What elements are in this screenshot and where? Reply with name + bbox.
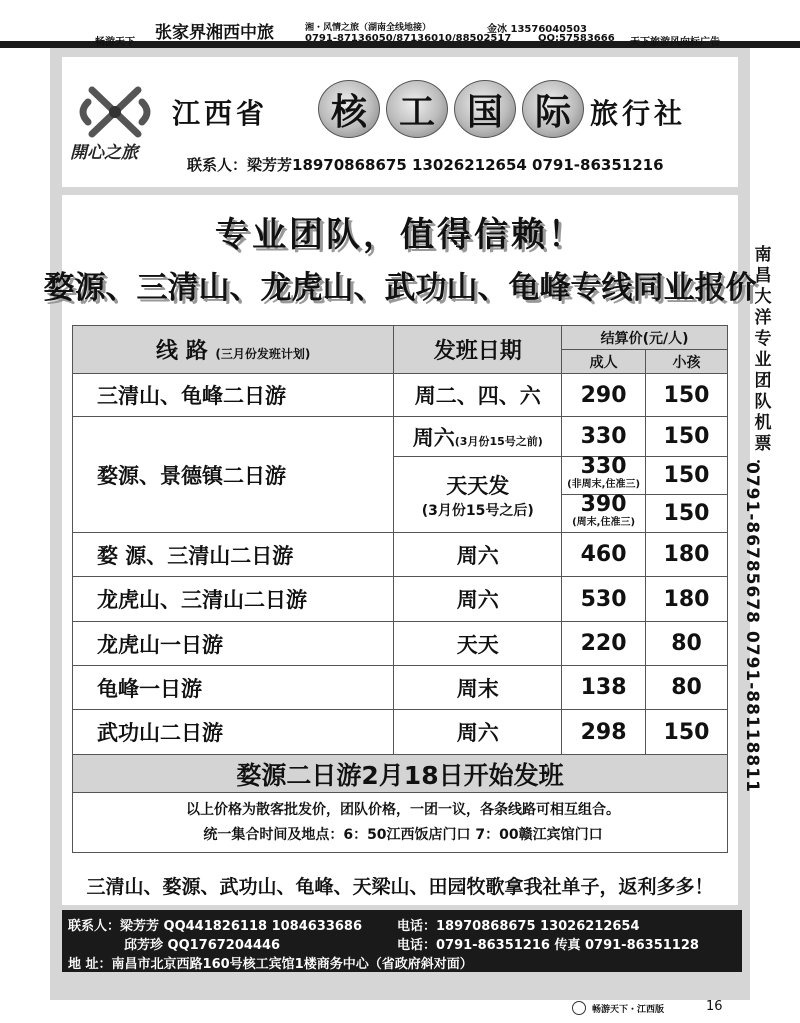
table-row xyxy=(73,533,728,577)
sidebar-title-char: 业 xyxy=(754,350,772,370)
adult-price xyxy=(562,453,646,495)
sidebar-title-char: 大 xyxy=(754,287,772,307)
topbar-brand: 畅游天下 xyxy=(95,37,135,48)
route-name: 龙虎山一日游 xyxy=(73,622,394,666)
sidebar-title-char: 团 xyxy=(754,371,772,391)
header-route-label: 线 路 xyxy=(156,339,208,364)
child-price: 80 xyxy=(646,622,728,666)
child-price: 150 xyxy=(646,710,728,755)
footer-logo-icon xyxy=(572,1001,586,1015)
route-name: 武功山二日游 xyxy=(73,710,394,755)
route-date: 周末 xyxy=(394,666,562,710)
topbar-phones: 0791-87136050/87136010/88502517 xyxy=(305,33,512,44)
agency-name-char: 际 xyxy=(522,80,584,138)
rebate-slogan: 三清山、婺源、武功山、龟峰、天梁山、田园牧歌拿我社单子，返利多多！ xyxy=(86,876,714,898)
child-price: 150 xyxy=(646,374,728,417)
sidebar-title-char: 票 xyxy=(754,434,772,454)
header-route xyxy=(73,326,394,374)
child-price: 150 xyxy=(646,495,728,533)
headline-routes: 婺源、三清山、龙虎山、武功山、龟峰专线同业报价 xyxy=(43,270,757,306)
sidebar-title xyxy=(748,245,778,476)
agency-name-suffix: 旅行社 xyxy=(590,97,687,130)
route-date-b: 天天发 xyxy=(446,473,510,498)
header-adult: 成人 xyxy=(562,350,646,374)
top-banner xyxy=(0,0,800,48)
price-table xyxy=(72,325,728,853)
route-date xyxy=(394,457,562,533)
contact-line: 邱芳珍 QQ1767204446 xyxy=(124,938,281,953)
agency-contact: 联系人：梁芳芳18970868675 13026212654 0791-86351216 xyxy=(187,156,664,174)
table-row xyxy=(73,622,728,666)
adult-price-value: 390 xyxy=(580,491,627,517)
child-price: 180 xyxy=(646,533,728,577)
header-child: 小孩 xyxy=(646,350,728,374)
sidebar-title-char: 队 xyxy=(754,392,772,412)
route-name: 三清山、龟峰二日游 xyxy=(73,374,394,417)
adult-price: 298 xyxy=(562,710,646,755)
route-date: 天天 xyxy=(394,622,562,666)
adult-price: 290 xyxy=(562,374,646,417)
adult-price-note: (非周末,住准三) xyxy=(567,478,641,490)
table-row xyxy=(73,710,728,755)
adult-price-value: 330 xyxy=(580,453,627,479)
contact-line: 电话：18970868675 13026212654 xyxy=(397,919,640,934)
route-name: 婺源、景德镇二日游 xyxy=(73,417,394,533)
topbar-ad: 天下旅游风向标广告 xyxy=(630,37,720,48)
sidebar-phones: 0791-86785678 0791-88118811 xyxy=(742,462,762,793)
child-price: 150 xyxy=(646,457,728,495)
adult-price: 138 xyxy=(562,666,646,710)
route-name: 龟峰一日游 xyxy=(73,666,394,710)
agency-name-prefix: 江西省 xyxy=(172,97,269,130)
adult-price-note: (周末,住准三) xyxy=(572,516,636,528)
sidebar-title-char: 昌 xyxy=(754,266,772,286)
note-line: 以上价格为散客批发价，团队价格，一团一议，各条线路可相互组合。 xyxy=(186,801,620,818)
sidebar-title-char: 专 xyxy=(754,329,772,349)
page-number: 16 xyxy=(706,999,723,1014)
child-price: 180 xyxy=(646,577,728,622)
route-date: 周六 xyxy=(394,710,562,755)
table-row xyxy=(73,666,728,710)
footer-label: 畅游天下・江西版 xyxy=(592,1005,665,1015)
child-price: 80 xyxy=(646,666,728,710)
header-route-sub: (三月份发班计划) xyxy=(215,347,311,361)
table-row xyxy=(73,577,728,622)
route-date-b-note: (3月份15号之后) xyxy=(421,502,534,519)
sidebar-title-char: ： xyxy=(754,455,772,475)
sidebar-title-char: 南 xyxy=(754,245,772,265)
contact-box xyxy=(62,910,742,972)
topbar-title: 张家界湘西中旅 xyxy=(155,23,274,43)
route-name: 龙虎山、三清山二日游 xyxy=(73,577,394,622)
headline-trust: 专业团队，值得信赖！ xyxy=(215,215,585,255)
topbar-slogan: 湘・风情之旅（湖南全线地接） xyxy=(305,23,432,33)
adult-price: 460 xyxy=(562,533,646,577)
header-price: 结算价(元/人) xyxy=(562,326,728,350)
sidebar-ticket-ad xyxy=(748,245,778,476)
header-date: 发班日期 xyxy=(394,326,562,374)
route-date-a: 周六 xyxy=(412,425,455,450)
route-date: 周二、四、六 xyxy=(394,374,562,417)
contact-line: 电话：0791-86351216 传真 0791-86351128 xyxy=(397,938,699,953)
address-line: 地 址：南昌市北京西路160号核工宾馆1楼商务中心（省政府斜对面） xyxy=(68,957,473,972)
adult-price: 530 xyxy=(562,577,646,622)
schedule-banner: 婺源二日游2月18日开始发班 xyxy=(73,755,728,793)
logo-text: 開心之旅 xyxy=(70,143,138,163)
sidebar-title-char: 洋 xyxy=(754,308,772,328)
adult-price xyxy=(562,491,646,533)
child-price: 150 xyxy=(646,417,728,457)
route-name: 婺 源、三清山二日游 xyxy=(73,533,394,577)
route-date: 周六 xyxy=(394,533,562,577)
agency-name-char: 核 xyxy=(318,80,380,138)
adult-price: 220 xyxy=(562,622,646,666)
agency-logo-icon xyxy=(70,82,160,142)
topbar-qq: QQ:57583666 xyxy=(538,33,615,44)
agency-name-core xyxy=(318,80,584,138)
adult-price: 330 xyxy=(562,417,646,457)
table-row xyxy=(73,374,728,417)
note-line: 统一集合时间及地点：6：50江西饭店门口 7：00赣江宾馆门口 xyxy=(203,826,603,843)
table-row xyxy=(73,417,728,457)
agency-name-char: 工 xyxy=(386,80,448,138)
agency-name-char: 国 xyxy=(454,80,516,138)
topbar-contact: 金冰 13576040503 xyxy=(487,24,588,35)
route-date: 周六 xyxy=(394,577,562,622)
sidebar-title-char: 机 xyxy=(754,413,772,433)
price-notes xyxy=(73,793,728,853)
route-date xyxy=(394,417,562,457)
route-date-a-note: (3月份15号之前) xyxy=(454,434,543,448)
contact-line: 联系人：梁芳芳 QQ441826118 1084633686 xyxy=(68,919,363,934)
